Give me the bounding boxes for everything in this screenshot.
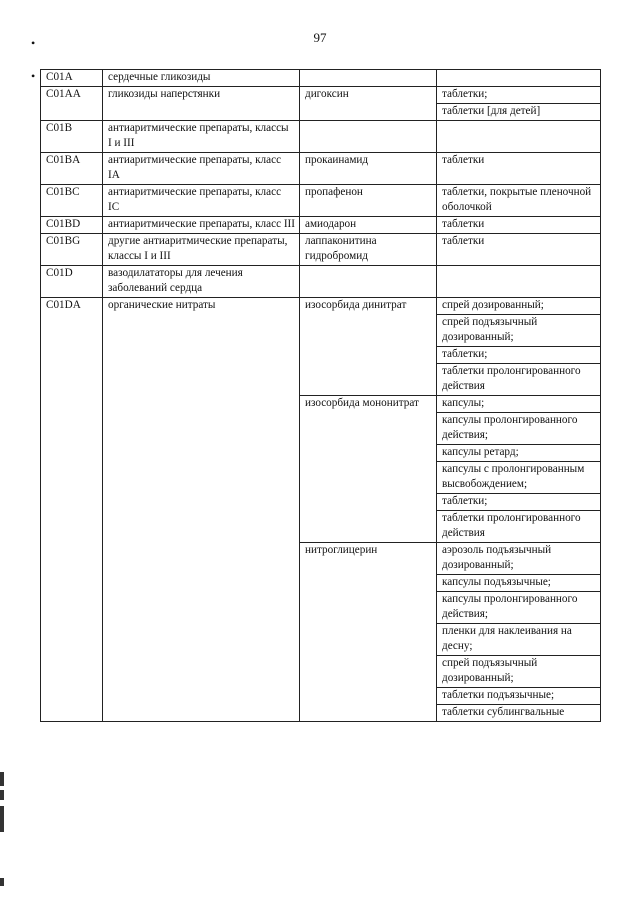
- group-name-cell: антиаритмические препараты, классы I и III: [103, 121, 300, 153]
- dosage-form-cell: таблетки, покрытые пленочной оболочкой: [437, 185, 601, 217]
- drug-name-cell: амиодарон: [300, 217, 437, 234]
- group-name-cell: антиаритмические препараты, класс IA: [103, 153, 300, 185]
- atc-code-cell: C01A: [41, 70, 103, 87]
- group-name-cell: вазодилататоры для лечения заболеваний сердца: [103, 266, 300, 298]
- group-name-cell: органические нитраты: [103, 298, 300, 722]
- dosage-form-cell: спрей дозированный;: [437, 298, 601, 315]
- dosage-form-cell: таблетки: [437, 217, 601, 234]
- dosage-form-cell: таблетки подъязычные;: [437, 688, 601, 705]
- dosage-form-cell: таблетки [для детей]: [437, 104, 601, 121]
- margin-scan-mark: [0, 878, 4, 886]
- atc-code-cell: C01D: [41, 266, 103, 298]
- dosage-form-cell: таблетки сублингвальные: [437, 705, 601, 722]
- dosage-form-cell: [437, 70, 601, 87]
- dosage-form-cell: спрей подъязычный дозированный;: [437, 315, 601, 347]
- dosage-form-cell: капсулы с пролонгированным высвобождением;: [437, 462, 601, 494]
- drug-name-cell: дигоксин: [300, 87, 437, 121]
- atc-code-cell: C01DA: [41, 298, 103, 722]
- dosage-form-cell: таблетки пролонгированного действия: [437, 511, 601, 543]
- dosage-form-cell: капсулы;: [437, 396, 601, 413]
- atc-code-cell: C01BA: [41, 153, 103, 185]
- dosage-form-cell: спрей подъязычный дозированный;: [437, 656, 601, 688]
- dosage-form-cell: капсулы ретард;: [437, 445, 601, 462]
- drug-name-cell: изосорбида мононитрат: [300, 396, 437, 543]
- group-name-cell: сердечные гликозиды: [103, 70, 300, 87]
- table-row: [41, 234, 601, 266]
- dosage-form-cell: капсулы пролонгированного действия;: [437, 592, 601, 624]
- atc-code-cell: C01BD: [41, 217, 103, 234]
- drug-name-cell: нитроглицерин: [300, 543, 437, 722]
- group-name-cell: другие антиаритмические препараты, классы I и III: [103, 234, 300, 266]
- dosage-form-cell: таблетки;: [437, 87, 601, 104]
- margin-dot: •: [31, 36, 36, 50]
- margin-scan-mark: [0, 806, 4, 832]
- group-name-cell: гликозиды наперстянки: [103, 87, 300, 121]
- atc-code-cell: C01AA: [41, 87, 103, 121]
- dosage-form-cell: аэрозоль подъязычный дозированный;: [437, 543, 601, 575]
- drug-name-cell: [300, 266, 437, 298]
- dosage-form-cell: капсулы подъязычные;: [437, 575, 601, 592]
- dosage-form-cell: пленки для наклеивания на десну;: [437, 624, 601, 656]
- drug-name-cell: прокаинамид: [300, 153, 437, 185]
- drug-name-cell: [300, 121, 437, 153]
- drug-name-cell: пропафенон: [300, 185, 437, 217]
- table-row: [41, 217, 601, 234]
- drug-classification-table: [40, 69, 601, 722]
- dosage-form-cell: капсулы пролонгированного действия;: [437, 413, 601, 445]
- dosage-form-cell: [437, 266, 601, 298]
- atc-code-cell: C01B: [41, 121, 103, 153]
- dosage-form-cell: таблетки;: [437, 347, 601, 364]
- atc-code-cell: C01BC: [41, 185, 103, 217]
- drug-name-cell: изосорбида динитрат: [300, 298, 437, 396]
- dosage-form-cell: таблетки: [437, 153, 601, 185]
- dosage-form-cell: таблетки;: [437, 494, 601, 511]
- table-row: [41, 185, 601, 217]
- table-row: [41, 153, 601, 185]
- table-row: [41, 298, 601, 315]
- margin-dot: •: [31, 69, 36, 83]
- dosage-form-cell: таблетки: [437, 234, 601, 266]
- drug-name-cell: [300, 70, 437, 87]
- dosage-form-cell: таблетки пролонгированного действия: [437, 364, 601, 396]
- table-row: [41, 266, 601, 298]
- table-row: [41, 121, 601, 153]
- margin-scan-mark: [0, 790, 4, 800]
- atc-code-cell: C01BG: [41, 234, 103, 266]
- group-name-cell: антиаритмические препараты, класс III: [103, 217, 300, 234]
- table-row: [41, 87, 601, 104]
- margin-scan-mark: [0, 772, 4, 786]
- drug-name-cell: лаппаконитина гидробромид: [300, 234, 437, 266]
- group-name-cell: антиаритмические препараты, класс IC: [103, 185, 300, 217]
- dosage-form-cell: [437, 121, 601, 153]
- table-row: [41, 70, 601, 87]
- page-number: 97: [313, 30, 327, 45]
